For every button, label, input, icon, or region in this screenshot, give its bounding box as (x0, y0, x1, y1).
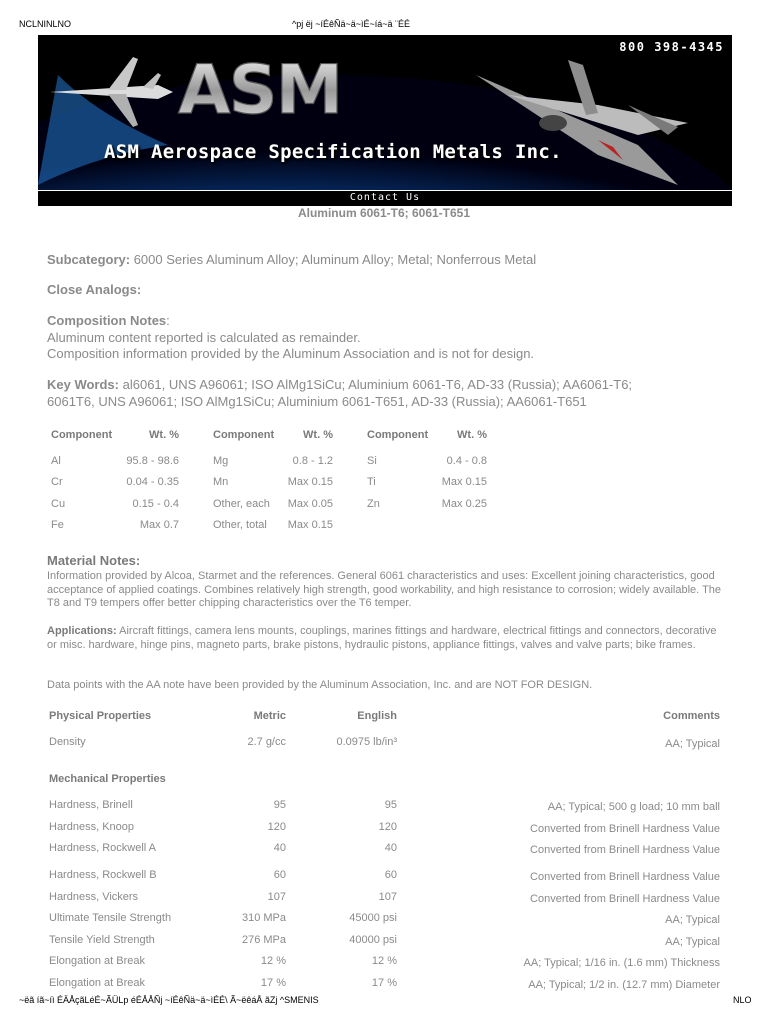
property-english: 60 (384, 869, 397, 881)
component-wt-value: Max 0.15 (287, 476, 333, 488)
component-name: Cr (51, 476, 63, 488)
page-title: Aluminum 6061-T6; 6061-T651 (297, 206, 471, 220)
component-name: Mn (213, 476, 229, 488)
key-words-line-2: 6061T6, UNS A96061; ISO AlMg1SiCu; Aluminium 6061-T651, AD-33 (Russia); AA6061-T651 (47, 394, 587, 409)
component-name: Al (51, 455, 61, 467)
page-header-left: NCLNINLNO (19, 19, 72, 29)
property-english: 120 (378, 821, 397, 833)
key-words-label: Key Words: (47, 377, 119, 392)
property-metric: 95 (273, 799, 286, 811)
property-metric: 40 (273, 842, 286, 854)
component-header: Component (367, 429, 429, 441)
component-header: Component (213, 429, 275, 441)
physical-properties-header: Physical Properties (49, 710, 152, 722)
property-name: Hardness, Rockwell B (49, 869, 157, 881)
property-metric: 276 MPa (241, 934, 286, 946)
composition-note-line: Aluminum content reported is calculated as remainder. (47, 330, 361, 345)
subcategory-label: Subcategory: (47, 252, 131, 267)
property-english: 107 (378, 891, 397, 903)
property-english: 17 % (371, 977, 397, 989)
property-name: Tensile Yield Strength (49, 934, 155, 946)
component-name: Si (367, 455, 377, 467)
component-wt-value: Max 0.15 (287, 519, 333, 531)
property-metric: 310 MPa (241, 912, 286, 924)
component-wt-value: 0.8 - 1.2 (292, 455, 333, 467)
material-notes-text: Information provided by Alcoa, Starmet and the references. General 6061 characteristics and uses: Excellent joining characteristics, good acceptance of applied coatings. Combines relatively high strength, good workability, and high resistance to corrosion; widely available. The T8 and T9 tempers offer better chipping characteristics over the T6 temper. (47, 570, 722, 609)
property-english: 45000 psi (349, 912, 397, 924)
wt-percent-header: Wt. % (303, 429, 333, 441)
property-metric: 60 (273, 869, 286, 881)
property-name: Ultimate Tensile Strength (49, 912, 172, 924)
key-words (47, 377, 632, 392)
comments-header: Comments (663, 710, 720, 722)
close-analogs-label: Close Analogs: (47, 282, 142, 297)
property-english: 40 (384, 842, 397, 854)
component-name: Fe (51, 519, 64, 531)
component-name: Other, total (213, 519, 267, 531)
property-comment: AA; Typical (665, 738, 720, 750)
property-comment: Converted from Brinell Hardness Value (530, 844, 720, 856)
metric-header: Metric (253, 710, 286, 722)
property-comment: AA; Typical; 1/2 in. (12.7 mm) Diameter (528, 979, 720, 991)
property-metric: 2.7 g/cc (247, 736, 286, 748)
component-wt-value: 0.04 - 0.35 (126, 476, 179, 488)
applications-label: Applications: (47, 625, 117, 637)
component-wt-value: 95.8 - 98.6 (126, 455, 179, 467)
component-wt-value: Max 0.7 (139, 519, 179, 531)
subcategory (47, 252, 536, 267)
composition-notes (47, 313, 170, 328)
material-notes-label: Material Notes: (47, 553, 141, 568)
property-comment: AA; Typical (665, 914, 720, 926)
component-wt-value: Max 0.05 (287, 498, 333, 510)
property-comment: Converted from Brinell Hardness Value (530, 893, 720, 905)
property-name: Hardness, Knoop (49, 821, 134, 833)
property-english: 12 % (371, 955, 397, 967)
asm-logo-text: ASM (178, 51, 342, 130)
component-name: Ti (367, 476, 376, 488)
component-wt-value: Max 0.15 (441, 476, 487, 488)
property-comment: Converted from Brinell Hardness Value (530, 871, 720, 883)
property-name: Elongation at Break (49, 955, 146, 967)
component-wt-value: 0.15 - 0.4 (132, 498, 179, 510)
property-name: Hardness, Vickers (49, 891, 139, 903)
property-comment: Converted from Brinell Hardness Value (530, 823, 720, 835)
key-words-line-1: al6061, UNS A96061; ISO AlMg1SiCu; Aluminium 6061-T6, AD-33 (Russia); AA6061-T6; (119, 377, 633, 392)
property-comment: AA; Typical; 500 g load; 10 mm ball (547, 801, 720, 813)
composition-notes-label: Composition Notes (47, 313, 167, 328)
site-banner (38, 35, 732, 190)
component-name: Mg (213, 455, 229, 467)
composition-note-line: Composition information provided by the Aluminum Association and is not for design. (47, 346, 535, 361)
property-metric: 120 (267, 821, 286, 833)
component-name: Cu (51, 498, 66, 510)
component-wt-value: 0.4 - 0.8 (446, 455, 487, 467)
component-name: Other, each (213, 498, 270, 510)
component-wt-value: Max 0.25 (441, 498, 487, 510)
composition-notes-colon: : (166, 313, 170, 328)
property-comment: AA; Typical (665, 936, 720, 948)
component-header: Component (51, 429, 113, 441)
company-name: ASM Aerospace Specification Metals Inc. (104, 141, 562, 163)
wt-percent-header: Wt. % (149, 429, 179, 441)
applications (47, 625, 727, 652)
property-name: Hardness, Rockwell A (49, 842, 156, 854)
property-name: Elongation at Break (49, 977, 146, 989)
property-comment: AA; Typical; 1/16 in. (1.6 mm) Thickness (523, 957, 720, 969)
material-notes-heading (47, 553, 140, 568)
property-metric: 107 (267, 891, 286, 903)
contact-us-link[interactable]: Contact Us (349, 192, 421, 203)
mechanical-properties-header: Mechanical Properties (49, 773, 166, 785)
english-header: English (357, 710, 397, 722)
subcategory-value: 6000 Series Aluminum Alloy; Aluminum Alloy; Metal; Nonferrous Metal (130, 252, 537, 267)
wt-percent-header: Wt. % (457, 429, 487, 441)
close-analogs (47, 282, 141, 297)
page-footer-left: ~ëã íã~íì ÉÄÅçãLéÉ~ÃÜLp éÉÅÅÑj ~íÉêÑä~ä~ìÉÉ\ Ã~ëêáÅ ãZj ^SMENIS (19, 995, 319, 1005)
property-english: 40000 psi (349, 934, 397, 946)
page-header-center: ^pj ëj ~íÉêÑä~ä~ìÉ~íá~ä ¨ÉÉ (292, 19, 411, 29)
property-metric: 17 % (260, 977, 286, 989)
applications-text: Aircraft fittings, camera lens mounts, couplings, marines fittings and hardware, electrical fittings and connectors, decorative or misc. hardware, hinge pins, magneto parts, brake pistons, hydraulic pistons, appliance fittings, valves and valve parts; bike frames. (47, 625, 717, 651)
property-english: 95 (384, 799, 397, 811)
property-name: Density (49, 736, 86, 748)
component-name: Zn (367, 498, 380, 510)
banner-artwork (38, 35, 732, 190)
aa-design-note: Data points with the AA note have been provided by the Aluminum Association, Inc. and are NOT FOR DESIGN. (47, 679, 593, 691)
banner-nav-bar (38, 190, 732, 206)
property-name: Hardness, Brinell (49, 799, 133, 811)
page-footer-right: NLO (733, 995, 752, 1005)
property-metric: 12 % (260, 955, 286, 967)
phone-number: 800 398-4345 (619, 40, 724, 54)
property-english: 0.0975 lb/in³ (336, 736, 397, 748)
